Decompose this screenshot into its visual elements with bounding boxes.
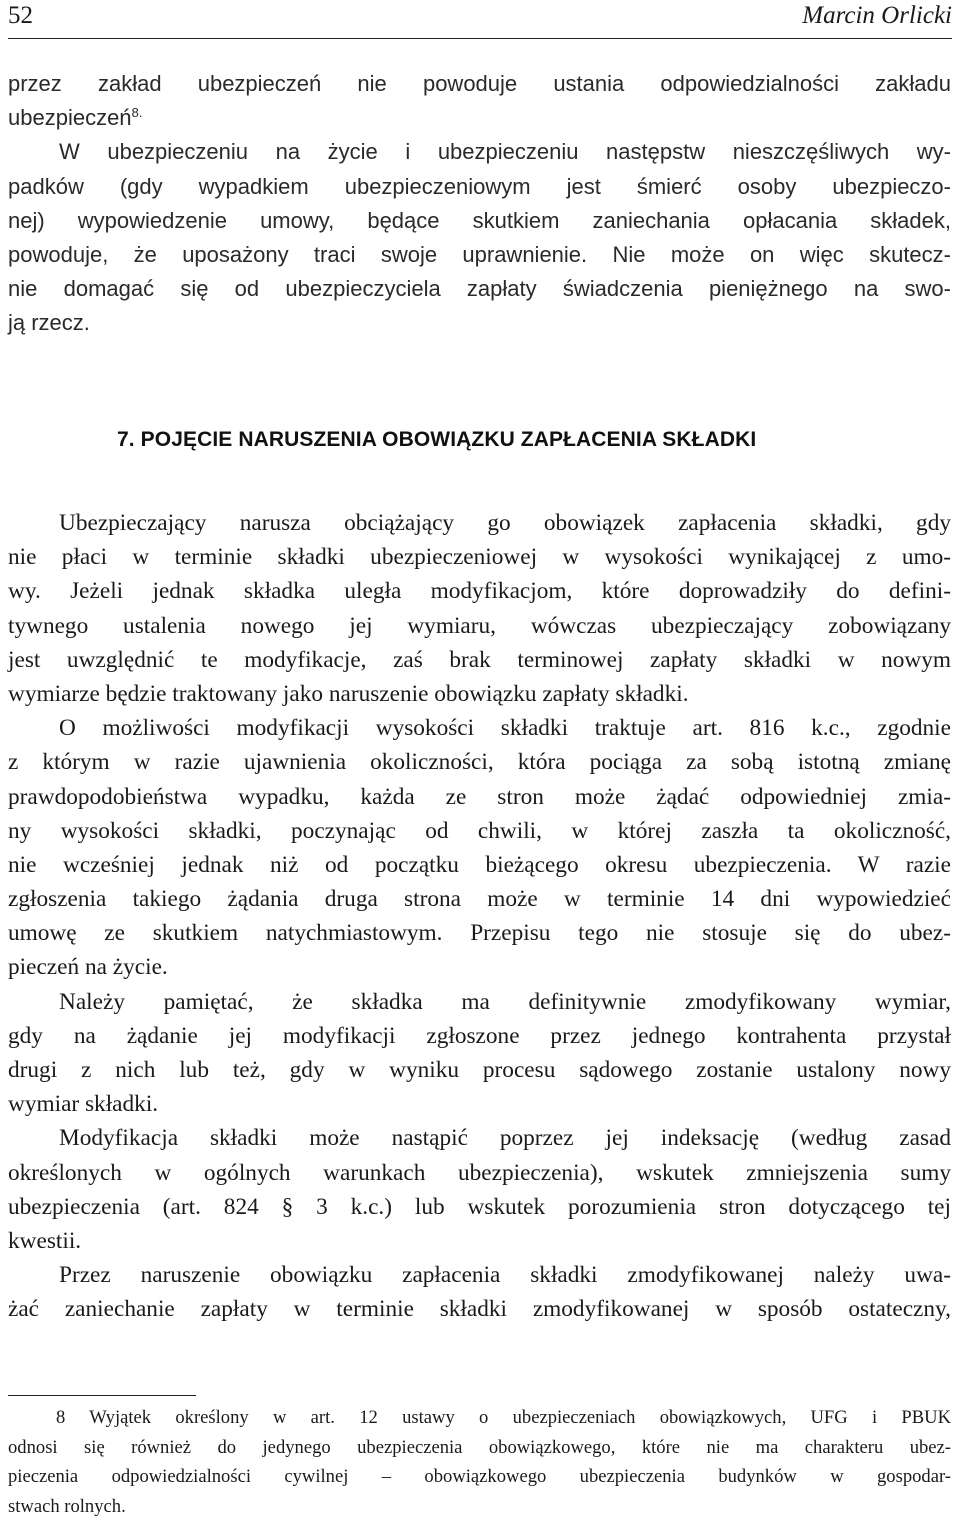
text-line: prawdopodobieństwa wypadku, każda ze stron może żądać odpowiedniej zmia- xyxy=(8,783,951,810)
text-line: Ubezpieczający narusza obciążający go obowiązek zapłacenia składki, gdy xyxy=(59,510,951,536)
text-line: ubezpieczenia (art. 824 § 3 k.c.) lub wskutek porozumienia stron dotyczącego tej xyxy=(8,1193,951,1220)
footnote xyxy=(8,1403,951,1521)
text-line: przez zakład ubezpieczeń nie powoduje ustania odpowiedzialności zakładu xyxy=(8,71,951,96)
section-heading: 7. POJĘCIE NARUSZENIA OBOWIĄZKU ZAPŁACENIA SKŁADKI xyxy=(117,428,757,451)
text-line: W ubezpieczeniu na życie i ubezpieczeniu następstw nieszczęśliwych wy- xyxy=(59,139,951,165)
text-line: pieczeń na życie. xyxy=(8,954,168,981)
text-line: umowę ze skutkiem natychmiastowym. Przepisu tego nie stosuje się do ubez- xyxy=(8,920,951,947)
footnote-line: 8 Wyjątek określony w art. 12 ustawy o ubezpieczeniach obowiązkowych, UFG i PBUK xyxy=(56,1407,951,1428)
text-line xyxy=(8,101,951,135)
text-line: gdy na żądanie jej modyfikacji zgłoszone przez jednego kontrahenta przystał xyxy=(8,1022,951,1049)
section-body xyxy=(8,506,951,1327)
footnote-line: stwach rolnych. xyxy=(8,1495,126,1517)
text-line: drugi z nich lub też, gdy w wyniku procesu sądowego zostanie ustalony nowy xyxy=(8,1057,951,1083)
text-line: Modyfikacja składki może nastąpić poprzez jej indeksację (według zasad xyxy=(59,1125,951,1152)
text-line: Należy pamiętać, że składka ma definitywnie zmodyfikowany wymiar, xyxy=(59,988,951,1015)
text-line: nie wcześniej jednak niż od początku bieżącego okresu ubezpieczenia. W razie xyxy=(8,851,951,878)
text-line: tywnego ustalenia nowego jej wymiaru, wówczas ubezpieczający zobowiązany xyxy=(8,612,951,639)
footnote-line: pieczenia odpowiedzialności cywilnej – obowiązkowego ubezpieczenia budynków w gospodar- xyxy=(8,1466,951,1487)
footnote-line: odnosi się również do jedynego ubezpieczenia obowiązkowego, które nie ma charakteru ubez- xyxy=(8,1436,951,1458)
text-line: wy. Jeżeli jednak składka uległa modyfikacjom, które doprowadziły do defini- xyxy=(8,578,951,605)
text-line: padków (gdy wypadkiem ubezpieczeniowym jest śmierć osoby ubezpieczo- xyxy=(8,173,951,199)
text-line-content: ubezpieczeń xyxy=(8,105,132,131)
intro-paragraphs xyxy=(8,67,951,341)
text-line: nej) wypowiedzenie umowy, będące skutkiem zaniechania opłacania składek, xyxy=(8,207,951,233)
text-line: nie płaci w terminie składki ubezpieczeniowej w wysokości wynikającej z umo- xyxy=(8,544,951,571)
text-line: wymiar składki. xyxy=(8,1091,159,1118)
text-line: określonych w ogólnych warunkach ubezpieczenia), wskutek zmniejszenia sumy xyxy=(8,1159,951,1186)
footnote-divider xyxy=(8,1395,196,1396)
page-number: 52 xyxy=(8,2,33,29)
text-line: nie domagać się od ubezpieczyciela zapłaty świadczenia pieniężnego na swo- xyxy=(8,276,951,302)
text-line: Przez naruszenie obowiązku zapłacenia składki zmodyfikowanej należy uwa- xyxy=(59,1262,951,1289)
text-line: z którym w razie ujawnienia okoliczności, która pociąga za sobą istotną zmianę xyxy=(8,749,951,776)
running-header xyxy=(8,0,952,39)
text-line: żać zaniechanie zapłaty w terminie składki zmodyfikowanej w sposób ostateczny, xyxy=(8,1296,951,1323)
running-title: Marcin Orlicki xyxy=(802,2,952,29)
text-line: O możliwości modyfikacji wysokości składki traktuje art. 816 k.c., zgodnie xyxy=(59,715,951,742)
text-line: ny wysokości składki, poczynając od chwili, w której zaszła ta okoliczność, xyxy=(8,817,951,844)
text-line: jest uwzględnić te modyfikacje, zaś brak terminowej zapłaty składki w nowym xyxy=(8,646,951,673)
text-line: zgłoszenia takiego żądania druga strona może w terminie 14 dni wypowiedzieć xyxy=(8,886,951,913)
text-line: ją rzecz. xyxy=(8,310,90,336)
text-line: wymiarze będzie traktowany jako naruszenie obowiązku zapłaty składki. xyxy=(8,680,689,707)
text-line: kwestii. xyxy=(8,1227,82,1254)
text-line: powoduje, że uposażony traci swoje uprawnienie. Nie może on więc skutecz- xyxy=(8,241,951,267)
footnote-reference: 8. xyxy=(131,105,143,121)
